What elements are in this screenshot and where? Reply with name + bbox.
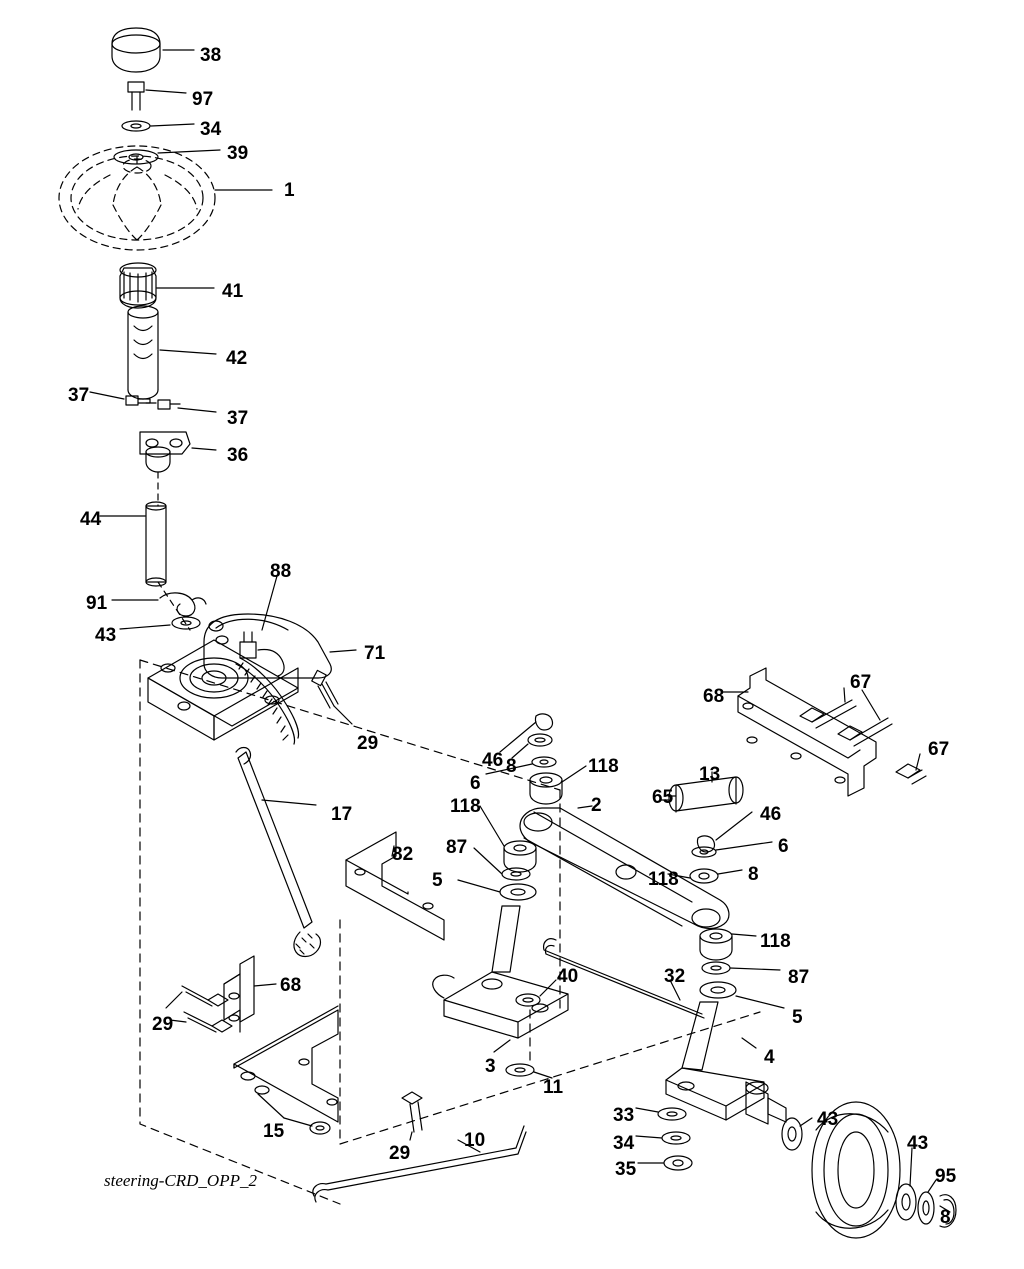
- callout-87: 87: [788, 967, 810, 988]
- part-67-bolt-3: [896, 754, 926, 784]
- callout-10: 10: [464, 1130, 486, 1151]
- callout-43: 43: [95, 625, 117, 646]
- part-2-front-axle: [520, 806, 729, 929]
- chassis-reference-lines: [140, 660, 760, 1204]
- part-87-washer-left: [474, 848, 530, 880]
- part-39-insert: [114, 150, 220, 164]
- callout-2: 2: [591, 795, 602, 816]
- callout-6: 6: [470, 773, 481, 794]
- callout-67: 67: [928, 739, 950, 760]
- callout-39: 39: [227, 143, 249, 164]
- part-68-left-plate: [224, 956, 276, 1032]
- callout-35: 35: [615, 1159, 637, 1180]
- callout-17: 17: [331, 804, 353, 825]
- callout-41: 41: [222, 281, 244, 302]
- part-17-drag-link: [236, 748, 321, 957]
- part-37-bolt-right: [146, 400, 216, 412]
- part-10-tie-rod: [313, 1126, 526, 1202]
- part-1-steering-wheel: [59, 146, 215, 250]
- callout-37: 37: [227, 408, 249, 429]
- callout-5: 5: [792, 1007, 803, 1028]
- part-6-washer-right: [692, 842, 772, 857]
- part-95-washer: [918, 1180, 936, 1224]
- callout-44: 44: [80, 509, 102, 530]
- part-36-bracket: [140, 432, 216, 472]
- callout-38: 38: [200, 45, 222, 66]
- callout-34: 34: [200, 119, 222, 140]
- part-33-washer: [636, 1108, 686, 1120]
- part-35-nut: [638, 1156, 692, 1170]
- callout-88: 88: [270, 561, 292, 582]
- callout-40: 40: [557, 966, 579, 987]
- diagram-caption: steering-CRD_OPP_2: [104, 1171, 257, 1190]
- callout-46: 46: [760, 804, 782, 825]
- part-67-bolt-1: [800, 688, 856, 728]
- callout-13: 13: [699, 764, 721, 785]
- callout-87: 87: [446, 837, 468, 858]
- callout-95: 95: [935, 1166, 957, 1187]
- part-41-adapter: [120, 263, 214, 308]
- callout-11: 11: [543, 1077, 564, 1098]
- part-3-left-spindle: [433, 906, 568, 1052]
- callout-5: 5: [432, 870, 443, 891]
- callout-118: 118: [588, 756, 619, 777]
- part-91-clip: [112, 593, 206, 616]
- callout-71: 71: [364, 643, 386, 664]
- part-37-bolt-left: [90, 392, 150, 405]
- part-40-bushing: [516, 980, 556, 1006]
- part-11-washer: [506, 1064, 552, 1078]
- callout-118: 118: [450, 796, 481, 817]
- callout-29: 29: [357, 733, 379, 754]
- callout-91: 91: [86, 593, 108, 614]
- callout-118: 118: [760, 931, 791, 952]
- part-42-tube: [128, 306, 216, 399]
- callout-68: 68: [703, 686, 725, 707]
- part-67-bolt-2: [838, 690, 892, 746]
- callout-6: 6: [778, 836, 789, 857]
- callout-36: 36: [227, 445, 249, 466]
- callout-8: 8: [748, 864, 759, 885]
- part-29-bolt-left-upper: [166, 986, 228, 1008]
- callout-43: 43: [817, 1109, 839, 1130]
- part-44-shaft: [100, 502, 166, 586]
- callout-118: 118: [648, 869, 679, 890]
- callout-8: 8: [940, 1207, 951, 1228]
- part-8-nut-right: [690, 869, 742, 883]
- part-38-knob: [112, 28, 194, 72]
- callout-15: 15: [263, 1121, 285, 1142]
- part-5-washer-left: [458, 880, 536, 900]
- callout-97: 97: [192, 89, 214, 110]
- part-71-housing: [204, 614, 356, 678]
- callout-46: 46: [482, 750, 504, 771]
- callout-8: 8: [506, 756, 517, 777]
- part-29-bolt-left-lower: [170, 1012, 232, 1032]
- callout-33: 33: [613, 1105, 635, 1126]
- callout-37: 37: [68, 385, 90, 406]
- part-87-washer-right: [702, 962, 780, 974]
- part-118-bushing-right-lower: [700, 929, 756, 960]
- callout-42: 42: [226, 348, 248, 369]
- part-118-bushing-upper: [530, 766, 586, 804]
- part-29-bolt-lower: [402, 1092, 422, 1140]
- callout-3: 3: [485, 1056, 496, 1077]
- lower-left-plate: [234, 1006, 338, 1122]
- part-5-washer-right: [700, 982, 784, 1008]
- callout-29: 29: [389, 1143, 411, 1164]
- part-97-bolt: [128, 82, 186, 110]
- part-34-washer: [122, 121, 194, 131]
- part-43-washer-upper: [120, 617, 200, 629]
- callout-29: 29: [152, 1014, 174, 1035]
- part-43-washer-wheel-left: [782, 1118, 812, 1150]
- callout-67: 67: [850, 672, 872, 693]
- callout-82: 82: [392, 844, 414, 865]
- callout-4: 4: [764, 1047, 775, 1068]
- callout-1: 1: [284, 180, 295, 201]
- part-34-washer-lower: [636, 1132, 690, 1144]
- callout-68: 68: [280, 975, 302, 996]
- callout-43: 43: [907, 1133, 929, 1154]
- callout-32: 32: [664, 966, 686, 987]
- callout-34: 34: [613, 1133, 635, 1154]
- callout-65: 65: [652, 787, 674, 808]
